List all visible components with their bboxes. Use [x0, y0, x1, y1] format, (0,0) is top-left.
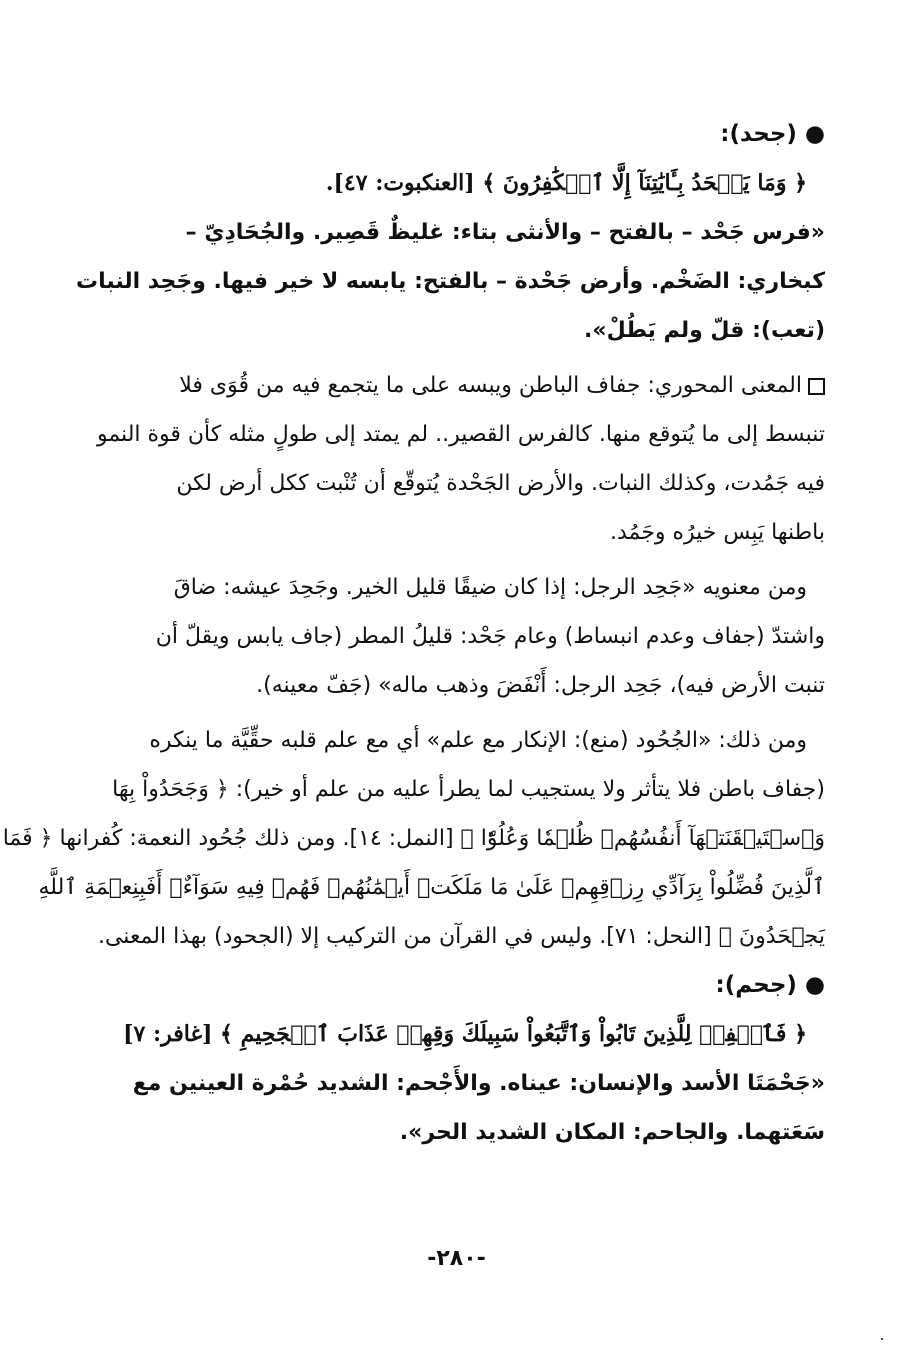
body-line: فيه جَمُدت، وكذلك النبات. والأرض الجَحْدة يُتوقّع أن تُنْبت ككل أرض لكن — [176, 471, 825, 496]
quran-verse-ghafir: ﴿ فَٱغۡفِرۡ لِلَّذِينَ تَابُواْ وَٱتَّبَعُواْ سَبِيلَكَ وَقِهِمۡ عَذَابَ ٱلۡجَحِيمِ ﴾ [غافر: ٧] — [123, 1021, 807, 1047]
definition-line: كبخاري: الضَخْم. وأرض جَحْدة – بالفتح: يابسه لا خير فيها. وجَحِد النبات — [75, 269, 825, 294]
entry-heading-jhd: ● (جحد): — [720, 121, 825, 147]
square-bullet-icon — [808, 378, 825, 395]
body-line: باطنها يَبِس خيرُه وجَمُد. — [610, 520, 825, 545]
definition-line: (تعب): قلّ ولم يَطُلْ». — [584, 318, 825, 343]
entry-heading-jhm: ● (جحم): — [715, 972, 825, 998]
body-line: واشتدّ (جفاف وعدم انبساط) وعام جَحْد: قليلُ المطر (جاف يابس ويقلّ أن — [155, 624, 825, 649]
body-line: تنبت الأرض فيه)، جَحِد الرجل: أَنْفَضَ وذهب ماله» (جَفّ معينه). — [256, 673, 825, 698]
definition-line: «فرس جَحْد – بالفتح – والأنثى بتاء: غليظٌ قَصِير. والجُحَادِيّ – — [185, 220, 825, 245]
body-line: ومن ذلك: «الجُحُود (منع): الإنكار مع علم» أي مع علم قلبه حقِّيَّة ما ينكره — [149, 728, 807, 753]
page-number: -٢٨٠- — [427, 1246, 486, 1271]
body-line: ٱلَّذِينَ فُضِّلُواْ بِرَآدِّي رِزۡقِهِمۡ عَلَىٰ مَا مَلَكَتۡ أَيۡمَٰنُهُمۡ فَهُمۡ فِيهِ سَوَآءٌۚ أَفَبِنِعۡمَةِ ٱللَّهِ — [38, 875, 825, 900]
body-line: تنبسط إلى ما يُتوقع منها. كالفرس القصير.. لم يمتد إلى طولٍ مثله كأن قوة النمو — [96, 422, 825, 447]
body-line: يَجۡحَدُونَ ﴾ [النحل: ٧١]. وليس في القرآن من التركيب إلا (الجحود) بهذا المعنى. — [97, 924, 825, 949]
definition-line: «جَحْمَتَا الأسد والإنسان: عيناه. والأَجْحم: الشديد حُمْرة العينين مع — [132, 1071, 825, 1096]
body-line: (جفاف باطن فلا يتأثر ولا يستجيب لما يطرأ عليه من علم أو خير): ﴿ وَجَحَدُواْ بِهَا — [112, 777, 825, 802]
page-content — [2, 110, 825, 1157]
body-line: المعنى المحوري: جفاف الباطن ويبسه على ما يتجمع فيه من قُوَى فلا — [90, 361, 825, 410]
quran-verse-ankabut: ﴿ وَمَا يَجۡحَدُ بِـَٔايَٰتِنَآ إِلَّا ٱلۡكَٰفِرُونَ ﴾ [العنكبوت: ٤٧]. — [325, 170, 807, 196]
definition-line: سَعَتهما. والجاحم: المكان الشديد الحر». — [399, 1120, 825, 1145]
body-line: وَٱسۡتَيۡقَنَتۡهَآ أَنفُسُهُمۡ ظُلۡمٗا وَعُلُوّٗا ﴾ [النمل: ١٤]. ومن ذلك جُحُود النعمة: كُفرانها ﴿ فَمَا — [2, 826, 825, 851]
scan-speck — [881, 1338, 883, 1340]
body-line: ومن معنويه «جَحِد الرجل: إذا كان ضيقًا قليل الخير. وجَحِدَ عيشه: ضاقَ — [173, 575, 807, 600]
